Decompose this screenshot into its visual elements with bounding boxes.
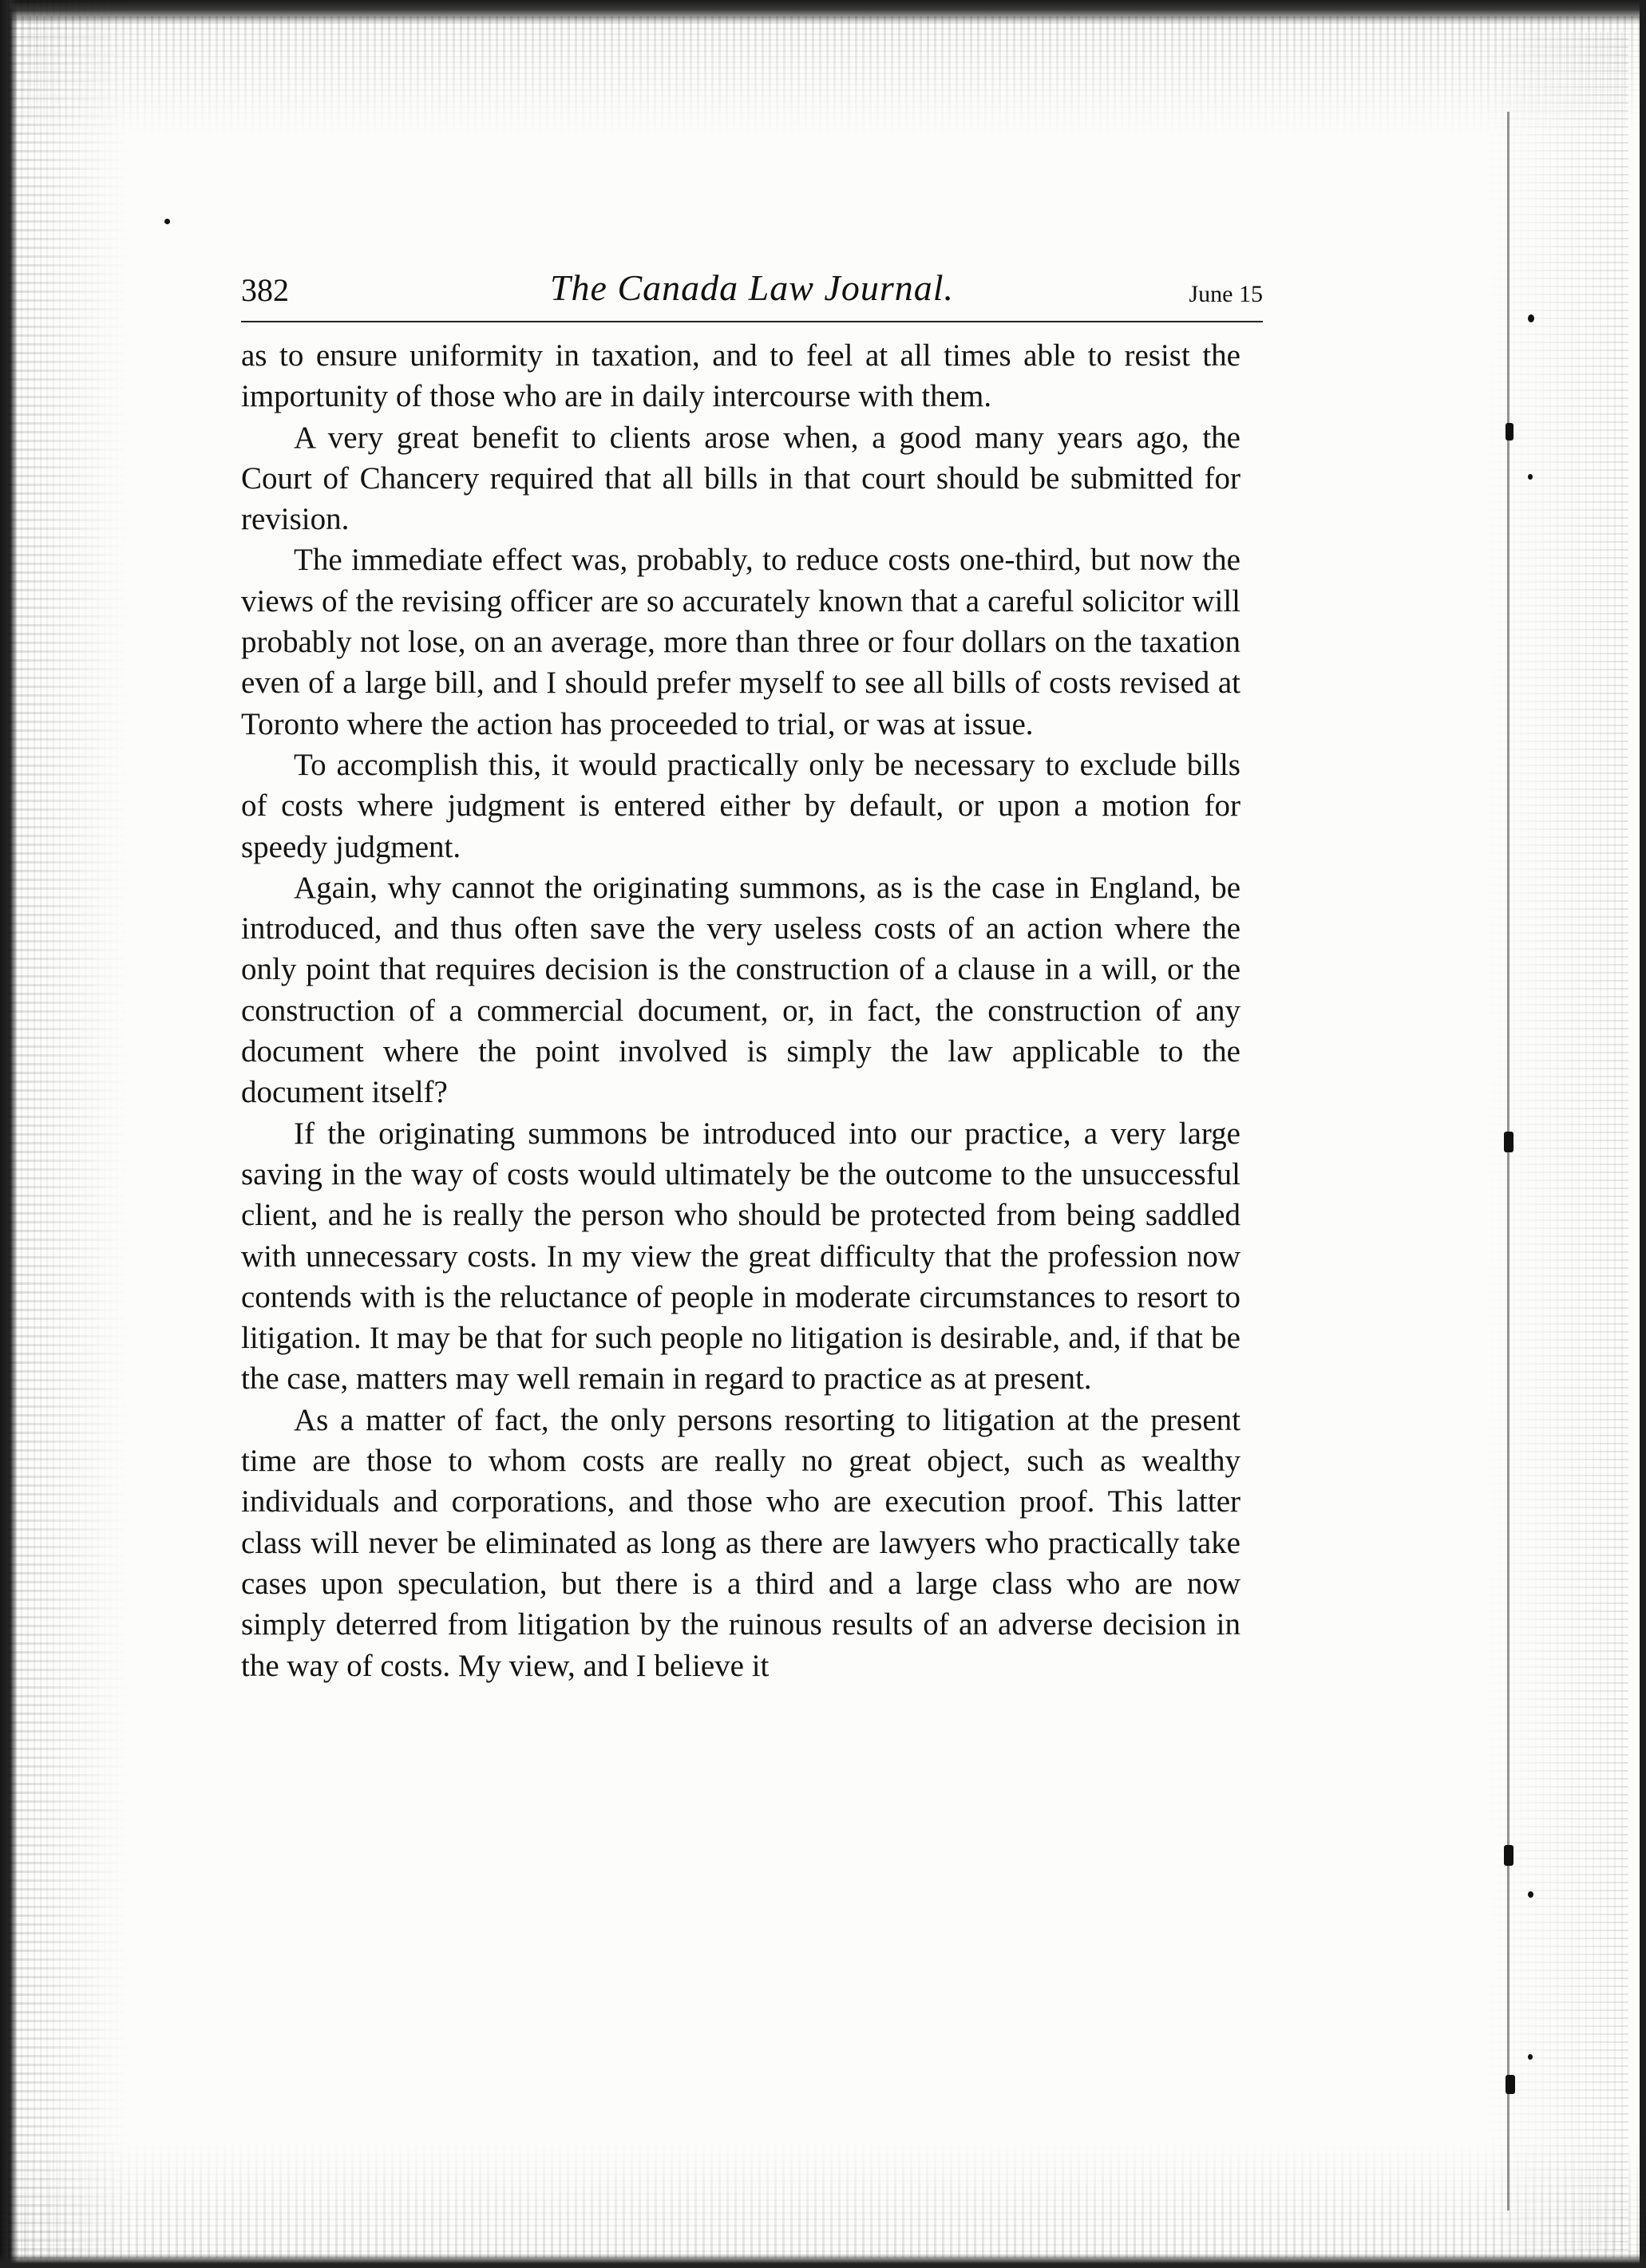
ink-speck (1506, 423, 1513, 441)
paragraph: If the originating summons be introduced into our practice, a very large saving in the way of costs would ultimately be the outcome to the unsuccessful client, and he is really the person who should be protected from being saddled with unnecessary costs. In my view the great difficulty that the profession now contends with is the reluctance of people in moderate circumstances to resort to litigation. It may be that for such people no litigation is desirable, and, if that be the case, matters may well remain in regard to practice as at present. (241, 1116, 1240, 1397)
journal-title: The Canada Law Journal. (549, 267, 955, 308)
scan-noise-left (8, 0, 128, 2268)
ink-speck (1528, 2054, 1533, 2060)
header-rule (241, 321, 1263, 322)
article-body (241, 335, 1240, 1686)
ink-speck (1528, 314, 1534, 322)
issue-date: June 15 (1189, 281, 1263, 307)
ink-speck (1504, 1132, 1513, 1152)
paragraph: As a matter of fact, the only persons resorting to litigation at the present time are those to whom costs are really no great object, such as wealthy individuals and corporations, and those who are execution proof. This latter class will never be eliminated as long as there are lawyers who practically take cases upon speculation, but there is a third and a large class who are now simply deterred from litigation by the ruinous results of an adverse decision in the way of costs. My view, and I believe it (241, 1402, 1240, 1683)
running-header (241, 263, 1263, 319)
paragraph: To accomplish this, it would practically only be necessary to exclude bills of costs where judgment is entered either by default, or upon a motion for speedy judgment. (241, 747, 1240, 864)
paragraph: A very great benefit to clients arose when, a good many years ago, the Court of Chancery required that all bills in that court should be submitted for revision. (241, 420, 1240, 537)
ink-speck (1528, 474, 1533, 480)
ink-speck (164, 219, 170, 224)
paragraph: The immediate effect was, probably, to reduce costs one-third, but now the views of the revising officer are so accurately known that a careful solicitor will probably not lose, on an average, more than three or four dollars on the taxation even of a large bill, and I should prefer myself to see all bills of costs revised at Toronto where the action has proceeded to trial, or was at issue. (241, 543, 1240, 741)
scan-border-right (1640, 0, 1646, 2268)
ink-speck (1504, 1845, 1513, 1866)
ink-speck (1506, 2075, 1515, 2094)
scan-border-bottom (0, 2254, 1646, 2268)
paragraph: Again, why cannot the originating summons, as is the case in England, be introduced, and thus often save the very useless costs of an action where the only point that requires decision is the construction of a clause in a will, or the construction of a commercial document, or, in fact, the construction of any document where the point involved is simply the law applicable to the document itself? (241, 870, 1240, 1110)
scan-noise-top (0, 16, 1646, 136)
scan-noise-bottom (0, 2139, 1646, 2258)
paragraph-continuation: as to ensure uniformity in taxation, and to feel at all times able to resist the importunity of those who are in daily intercourse with them. (241, 338, 1240, 414)
page-number: 382 (241, 272, 289, 308)
ink-speck (1528, 1891, 1533, 1898)
